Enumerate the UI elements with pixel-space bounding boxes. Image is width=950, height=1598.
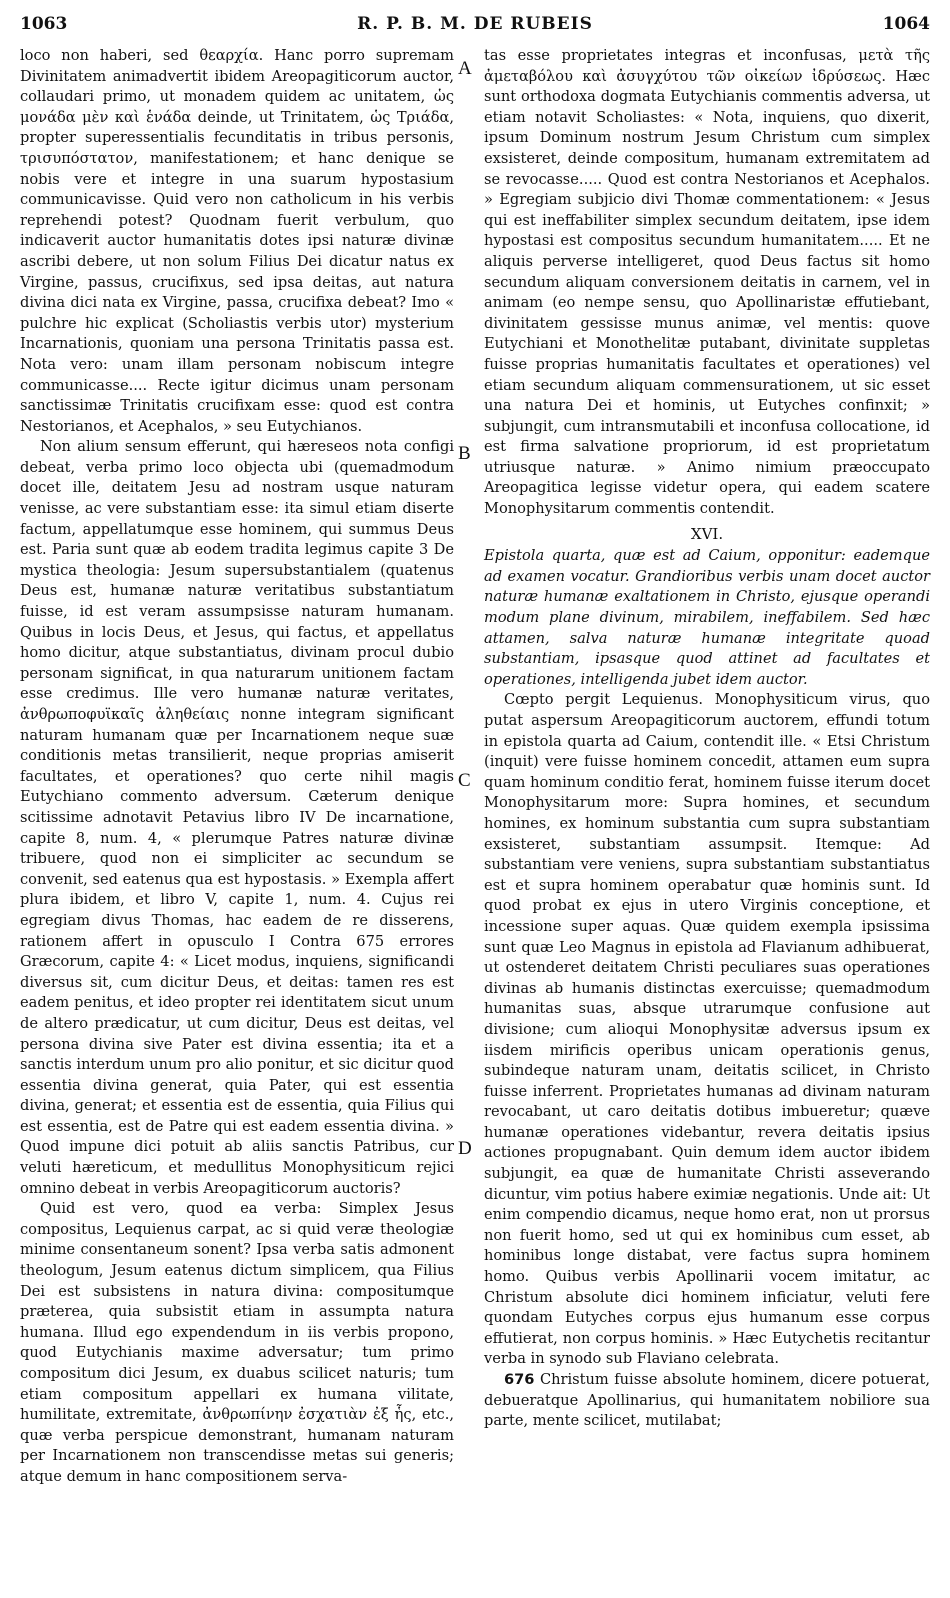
- right-paragraph-3-text: Christum fuisse absolute hominem, dicere potuerat, debueratque Apollinarius, qui humanitatem nobiliore sua parte, mente scilicet, mutilabat;: [484, 1371, 931, 1430]
- margin-letter-a: A: [458, 58, 472, 79]
- right-paragraph-3: [484, 1370, 930, 1432]
- page-header: [20, 10, 930, 38]
- running-title: R. P. B. M. DE RUBEIS: [357, 14, 593, 34]
- right-paragraph-1: tas esse proprietates integras et inconfusas, μετὰ τῆς ἀμεταβόλου καὶ ἀσυγχύτου τῶν οἰκείων ἰδρύσεως. Hæc sunt orthodoxa dogmata Eutychianis commentis adversa, ut etiam notavit Scholiastes: « Nota, inquiens, quo dixerit, ipsum Dominum nostrum Jesum Christum cum simplex exsisteret, deinde compositum, humanam extremitatem ad se revocasse..... Quod est contra Nestorianos et Acephalos. » Egregiam subjicio divi Thomæ commentationem: « Jesus qui est ineffabiliter simplex secundum deitatem, ipse idem hypostasi est compositus secundum humanitatem..... Et ne aliquis perverse intelligeret, quod Deus factus sit homo secundum aliquam conversionem deitatis in carnem, vel in animam (eo nempe sensu, quo Apollinaristæ effutiebant, divinitatem gessisse munus animæ, vel mentis: quove Eutychiani et Monothelitæ putabant, divinitate suppletas fuisse proprias humanitatis facultates et operationes) vel etiam secundum aliquam commensurationem, ut sic esset una natura Dei et hominis, ut Eutyches confinxit; » subjungit, cum intransmutabili et inconfusa collocatione, id est firma salvatione propriorum, id est proprietatum utriusque naturæ. » Animo nimium præoccupato Areopagitica legisse videtur opera, qui eadem scatere Monophysitarum commentis contendit.: [484, 47, 930, 518]
- margin-letter-c: C: [458, 770, 471, 791]
- left-paragraph-1: loco non haberi, sed θεαρχία. Hanc porro supremam Divinitatem animadvertit ibidem Areopagiticorum auctor, collaudari primo, ut monadem quidem ac unitatem, ὡς μονάδα μὲν καὶ ἑνάδα deinde, ut Trinitatem, ὡς Τριάδα, propter superessentialis fecunditatis in tribus personis, τρισυπόστατον, manifestationem; et hanc denique se nobis vere et integre in una suarum hypostasium communicavisse. Quid vero non catholicum in his verbis reprehendi potest? Quodnam fuerit verbulum, quo indicaverit auctor humanitatis dotes ipsi naturæ divinæ ascribi debere, ut non solum Filius Dei dicatur natus ex Virgine, passus, crucifixus, sed ipsa deitas, aut natura divina dici nata ex Virgine, passa, crucifixa debeat? Imo « pulchre hic explicat (Scholiastis verbis utor) mysterium Incarnationis, quoniam una persona Trinitatis passa est. Nota vero: unam illam personam nobiscum integre communicasse.... Recte igitur dicimus unam personam sanctissimæ Trinitatis crucifixam esse: quod est contra Nestorianos, et Acephalos, » seu Eutychianos.: [20, 47, 454, 435]
- left-paragraph-3: Quid est vero, quod ea verba: Simplex Jesus compositus, Lequienus carpat, ac si quid veræ theologiæ minime consentaneum sonent? Ipsa verba satis admonent theologum, Jesum eatenus dictum simplicem, qua Filius Dei est subsistens in natura divina: compositumque præterea, quia subsistit etiam in assumpta natura humana. Illud ego expendendum in iis verbis propono, quod Eutychianis maxime adversatur; tum primo compositum dici Jesum, ex duabus scilicet naturis; tum etiam compositum appellari ex humana vilitate, humilitate, extremitate, ἀνθρωπίνην ἐσχατιὰν ἐξ ἧς, etc., quæ verba perspicue demonstrant, humanam naturam per Incarnationem non transcendisse metas sui generis; atque demum in hanc compositionem serva-: [20, 1200, 454, 1485]
- section-heading: XVI.: [690, 524, 724, 543]
- left-paragraph-2: Non alium sensum efferunt, qui hæreseos nota configi debeat, verba primo loco objecta ubi (quemadmodum docet ille, deitatem Jesu ad nostram usque naturam venisse, ac vere substantiam esse: ita simul etiam diserte factum, appellatumque esse hominem, qui summus Deus est. Paria sunt quæ ab eodem tradita legimus capite 3 De mystica theologia: Jesum supersubstantialem (quatenus Deus est, humanæ naturæ veritatibus substantiatum fuisse, id est veram assumpsisse naturam humanam. Quibus in locis Deus, et Jesus, qui factus, et appellatus homo dicitur, atque substantiatus, divinam procul dubio personam significat, in qua naturarum unitionem factam esse credimus. Ille vero humanæ naturæ veritates, ἀνθρωποφυϊκαῖς ἀληθείαις nonne integram significant naturam humanam quæ per Incarnationem neque suæ conditionis metas transilierit, neque proprias amiserit facultates, et operationes? quo certe nihil magis Eutychiano commento adversum. Cæterum denique scitissime adnotavit Petavius libro IV De incarnatione, capite 8, num. 4, « plerumque Patres naturæ divinæ tribuere, quod non ei simpliciter ac secundum se convenit, sed eatenus qua est hypostasis. » Exempla affert plura ibidem, et libro V, capite 1, num. 4. Cujus rei egregiam divus Thomas, hac eadem de re disserens, rationem affert in opusculo I Contra 675 errores Græcorum, capite 4: « Licet modus, inquiens, significandi diversus sit, cum dicitur Deus, et deitas: tamen res est eadem penitus, et ideo propter rei identitatem sicut unum de altero prædicatur, ut cum dicitur, Deus est deitas, vel persona divina sive Pater est divina essentia; ita et a sanctis interdum unum pro alio ponitur, et sic dicitur quod essentia divina generat, quia Pater, qui est essentia divina, generat; et essentia est de essentia, quia Filius qui est essentia, est de Patre qui est eadem essentia divina. » Quod impune dici potuit ab aliis sanctis Patribus, cur veluti hæreticum, et medullitus Monophysiticum rejici omnino debeat in verbis Areopagiticorum auctoris?: [20, 438, 454, 1197]
- page-number-left: 1063: [20, 14, 68, 34]
- right-column: [484, 46, 930, 1432]
- column-number: 676: [504, 1371, 535, 1388]
- right-paragraph-2: Cœpto pergit Lequienus. Monophysiticum virus, quo putat aspersum Areopagiticorum auctorem, effundi totum in epistola quarta ad Caium, contendit ille. « Etsi Christum (inquit) vere fuisse hominem concedit, attamen eum supra quam hominum conditio ferat, hominem fuisse iterum docet Monophysitarum more: Supra homines, et secundum homines, ex hominum substantia cum supra substantiam exsisteret, substantiam assumpsit. Itemque: Ad substantiam vere veniens, supra substantiam substantiatus est et supra hominem operabatur quæ hominis sunt. Id quod probat ex ejus in utero Virginis conceptione, et incessione super aquas. Quæ quidem exempla ipsissima sunt quæ Leo Magnus in epistola ad Flavianum adhibuerat, ut ostenderet deitatem Christi peculiares suas operationes divinas ab humanis distinctas exercuisse; quemadmodum humanitas suas, absque utrarumque confusione aut divisione; cum alioqui Monophysitæ adversus ipsum ex iisdem mirificis operibus unicam operationis genus, subindeque naturam unam, deitatis scilicet, in Christo fuisse inferrent. Proprietates humanas ad divinam naturam revocabant, ut caro deitatis dotibus imbueretur; quæve humanæ operationes videbantur, revera deitatis ipsius actiones propugnabant. Quin demum idem auctor ibidem subjungit, ea quæ de humanitate Christi asseverando dicuntur, vim potius habere eximiæ negationis. Unde ait: Ut enim compendio dicamus, neque homo erat, non ut prorsus non fuerit homo, sed ut qui ex hominibus cum esset, ab hominibus longe distabat, vere factus supra hominem homo. Quibus verbis Apollinarii vocem imitatur, ac Christum absolute dici hominem inficiatur, veluti fere quondam Eutyches corpus ejus humanum esse corpus effutierat, non corpus hominis. » Hæc Eutychetis recitantur verba in synodo sub Flaviano celebrata.: [484, 691, 930, 1368]
- margin-letter-d: D: [458, 1138, 472, 1159]
- section-summary: Epistola quarta, quæ est ad Caium, opponitur: eademque ad examen vocatur. Grandioribus verbis unam docet auctor naturæ humanæ exaltationem in Christo, ejusque operandi modum plane divinum, mirabilem, ineffabilem. Sed hæc attamen, salva naturæ humanæ integritate quoad substantiam, ipsasque quod attinet ad facultates et operationes, intelligenda jubet idem auctor.: [484, 547, 930, 688]
- margin-letter-b: B: [458, 443, 471, 464]
- left-column: [20, 46, 454, 1488]
- page-number-right: 1064: [882, 14, 930, 34]
